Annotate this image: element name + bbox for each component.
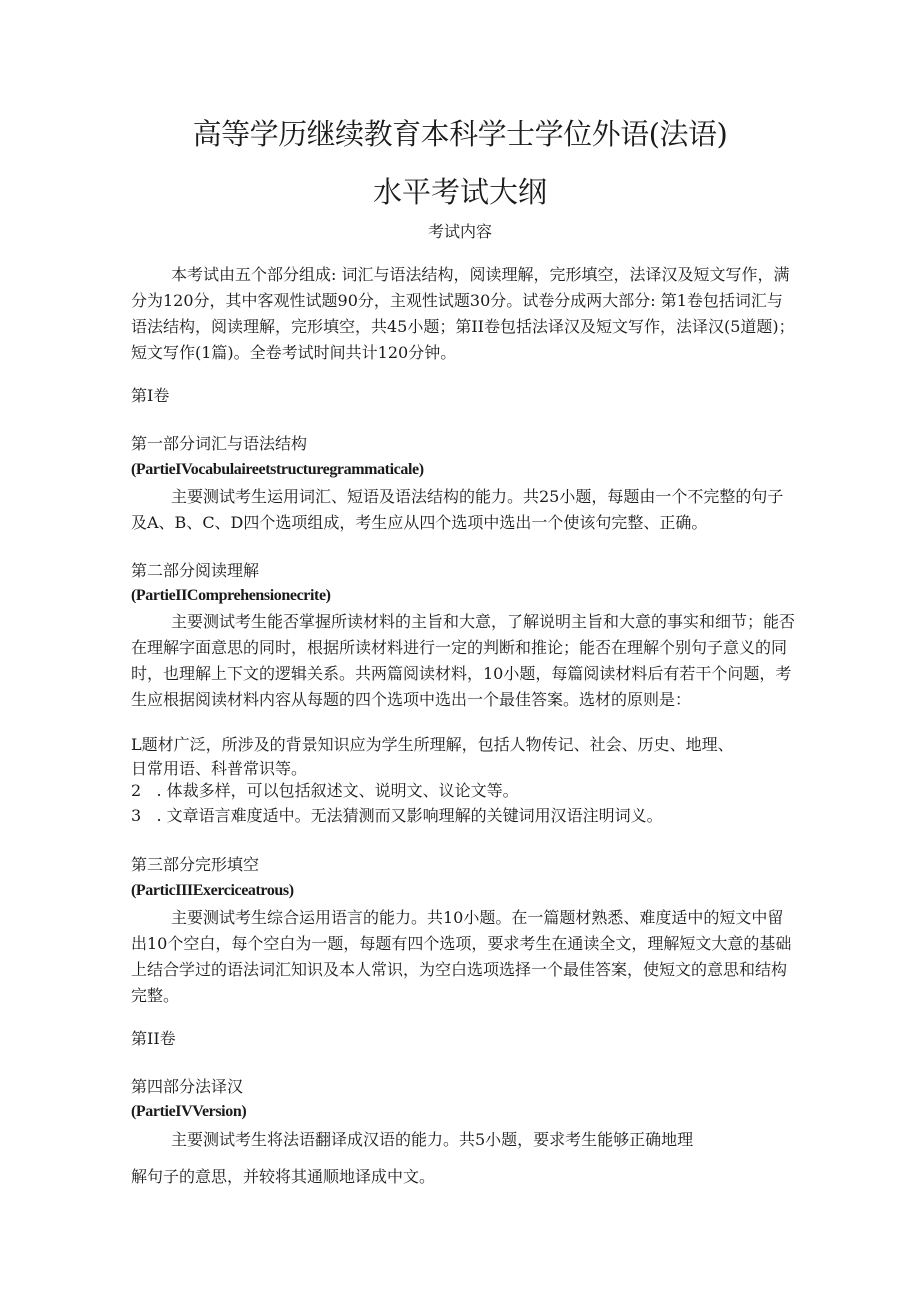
- document-title-line2: 水平考试大纲: [372, 175, 547, 209]
- part4-heading: 第四部分法译汉: [131, 1077, 244, 1096]
- part3-heading: 第三部分完形填空: [131, 855, 260, 874]
- part2-list-item-1-line1: L题材广泛，所涉及的背景知识应为学生所理解，包括人物传记、社会、历史、地理、: [131, 735, 734, 754]
- list-number: 3: [131, 806, 142, 825]
- part2-list-item-3: [131, 804, 663, 828]
- part4-paragraph-line1: 主要测试考生将法语翻译成汉语的能力。共5小题，要求考生能够正确地理: [171, 1130, 694, 1149]
- list-text: . 文章语言难度适中。无法猜测而又影响理解的关键词用汉语注明词义。: [156, 806, 663, 825]
- part2-list-item-1-line2: 日常用语、科普常识等。: [131, 759, 308, 778]
- intro-paragraph: 本考试由五个部分组成: 词汇与语法结构，阅读理解，完形填空，法译汉及短文写作，满分为120分，其中客观性试题90分，主观性试题30分。试卷分成两大部分: 第1卷包括词汇与语法结构，阅读理解，完形填空，共45小题；第II卷包括法译汉及短文写作，法译汉(5道题)；短文写作(1篇)。全卷考试时间共计120分钟。: [131, 265, 795, 362]
- list-number: 2: [131, 781, 142, 800]
- list-text: . 体裁多样，可以包括叙述文、说明文、议论文等。: [156, 781, 519, 800]
- volume-2-heading: 第II卷: [131, 1029, 176, 1048]
- part1-heading: 第一部分词汇与语法结构: [131, 434, 308, 453]
- part1-paragraph: 主要测试考生运用词汇、短语及语法结构的能力。共25小题，每题由一个不完整的句子及A、B、C、D四个选项组成，考生应从四个选项中选出一个使该句完整、正确。: [131, 487, 784, 532]
- part1-latin-title: (PartieIVocabulaireetstructuregrammaticale): [131, 461, 424, 478]
- section-subtitle: 考试内容: [427, 222, 492, 241]
- part3-latin-title: (ParticIIIExerciceatrous): [131, 882, 294, 899]
- part4-latin-title: (PartieIVVersion): [131, 1103, 247, 1120]
- part2-heading: 第二部分阅读理解: [131, 561, 260, 580]
- part2-paragraph: 主要测试考生能否掌握所读材料的主旨和大意，了解说明主旨和大意的事实和细节；能否在理解字面意思的同时，根据所读材料进行一定的判断和推论；能否在理解个别句子意义的同时，也理解上下文的逻辑关系。共两篇阅读材料，10小题，每篇阅读材料后有若干个问题，考生应根据阅读材料内容从每题的四个选项中选出一个最佳答案。选材的原则是：: [131, 612, 796, 709]
- part3-paragraph: 主要测试考生综合运用语言的能力。共10小题。在一篇题材熟悉、难度适中的短文中留出10个空白，每个空白为一题，每题有四个选项，要求考生在通读全文，理解短文大意的基础上结合学过的语法词汇知识及本人常识，为空白选项选择一个最佳答案，使短文的意思和结构完整。: [131, 908, 792, 1005]
- part4-paragraph-line2: 解句子的意思，并较将其通顺地译成中文。: [131, 1167, 436, 1186]
- part2-list-item-2: [131, 779, 519, 803]
- document-title: 高等学历继续教育本科学士学位外语(法语): [192, 117, 728, 151]
- volume-1-heading: 第I卷: [131, 386, 170, 405]
- part2-latin-title: (PartieIIComprehensionecrite): [131, 587, 331, 604]
